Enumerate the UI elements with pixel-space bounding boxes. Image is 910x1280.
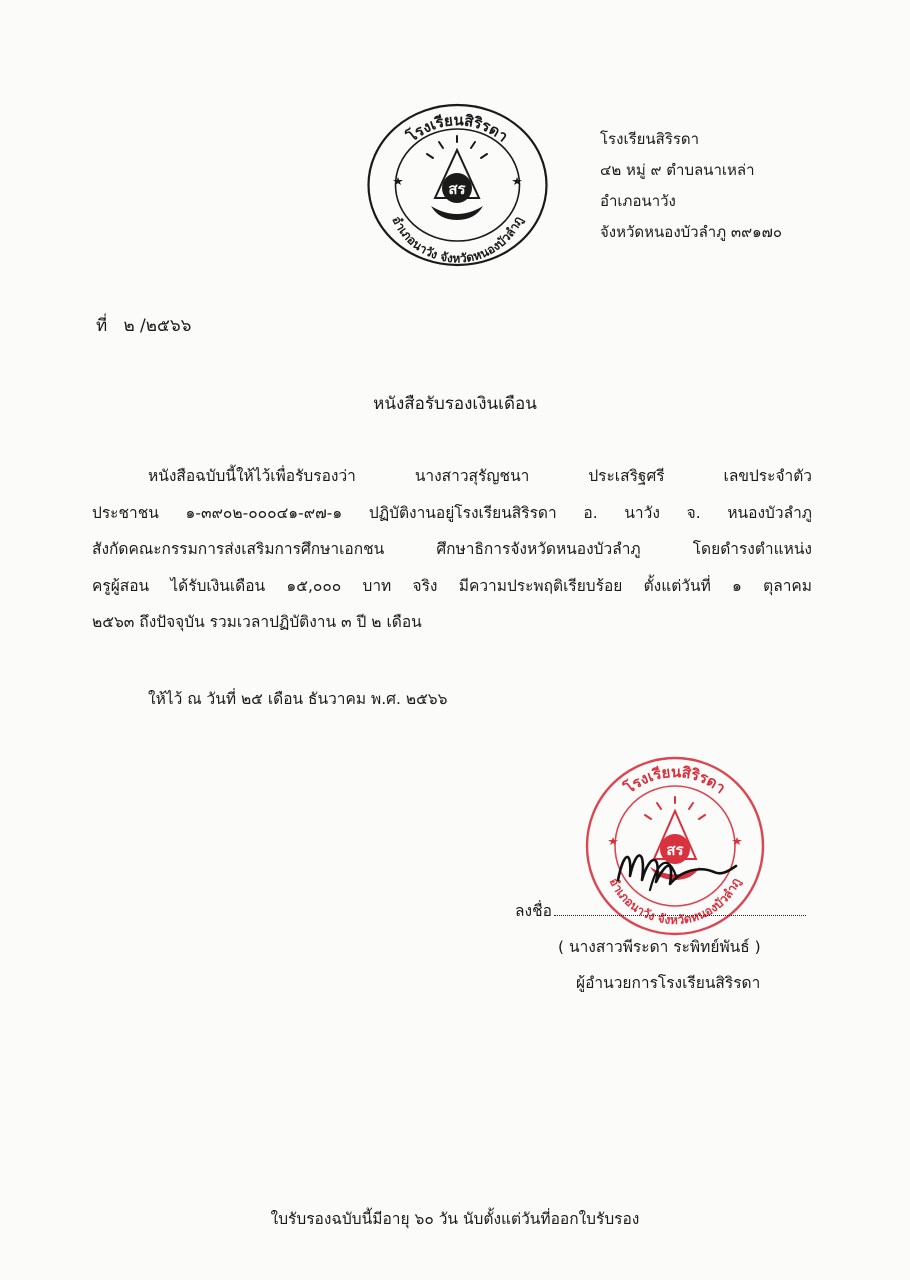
validity-note: ใบรับรองฉบับนี้มีอายุ ๖๐ วัน นับตั้งแต่วันที่ออกใบรับรอง <box>270 1210 640 1228</box>
stamp-emblem-text: สร <box>666 841 684 859</box>
address-line-2: ๔๒ หมู่ ๙ ตำบลนาเหล่า <box>600 161 755 179</box>
document-title: หนังสือรับรองเงินเดือน <box>373 394 537 414</box>
seal-top-text: โรงเรียนสิริรดา <box>403 111 512 146</box>
reference-number <box>96 312 191 339</box>
body-line-1: หนังสือฉบับนี้ให้ไว้เพื่อรับรองว่า นางสาวสุรัญชนา ประเสริฐศรี เลขประจำตัว <box>148 467 812 485</box>
signature-label: ลงชื่อ <box>515 902 552 920</box>
seal-bottom-text: อำเภอนาวัง จังหวัดหนองบัวลำภู <box>389 213 526 266</box>
handwritten-signature <box>610 840 740 900</box>
certificate-body <box>92 458 812 641</box>
address-line-1: โรงเรียนสิริรดา <box>600 130 700 148</box>
school-address <box>600 124 782 248</box>
address-line-3: อำเภอนาวัง <box>600 192 676 210</box>
address-line-4: จังหวัดหนองบัวลำภู ๓๙๑๗๐ <box>600 223 783 241</box>
body-line-4: ครูผู้สอน ได้รับเงินเดือน ๑๕,๐๐๐ บาท จริง มีความประพฤติเรียบร้อย ตั้งแต่วันที่ ๑ ตุลาคม <box>92 576 812 595</box>
reference-value: ๒ /๒๕๖๖ <box>123 316 192 336</box>
signature-line <box>480 893 840 929</box>
signature-dotted-line <box>554 895 806 916</box>
signature-block <box>480 893 840 1001</box>
reference-label: ที่ <box>96 316 108 336</box>
given-date: ให้ไว้ ณ วันที่ ๒๕ เดือน ธันวาคม พ.ศ. ๒๕๖๖ <box>148 690 448 708</box>
stamp-bottom-text: อำเภอนาวัง จังหวัดหนองบัวลำภู <box>606 875 744 928</box>
body-line-5: ๒๕๖๓ ถึงปัจจุบัน รวมเวลาปฏิบัติงาน ๓ ปี ๒ เดือน <box>92 613 422 631</box>
signer-name: ( นางสาวพีระดา ระพิทย์พันธ์ ) <box>558 938 761 956</box>
seal-emblem-text: สร <box>448 180 466 198</box>
school-seal-logo <box>365 102 550 268</box>
signer-position: ผู้อำนวยการโรงเรียนสิริรดา <box>576 974 761 992</box>
body-line-3: สังกัดคณะกรรมการส่งเสริมการศึกษาเอกชน ศึกษาธิการจังหวัดหนองบัวลำภู โดยดำรงตำแหน่ง <box>92 540 812 558</box>
stamp-top-text: โรงเรียนสิริรดา <box>620 762 730 798</box>
body-line-2: ประชาชน ๑-๓๙๐๒-๐๐๐๔๑-๙๗-๑ ปฏิบัติงานอยู่โรงเรียนสิริรดา อ. นาวัง จ. หนองบัวลำภู <box>92 503 812 522</box>
